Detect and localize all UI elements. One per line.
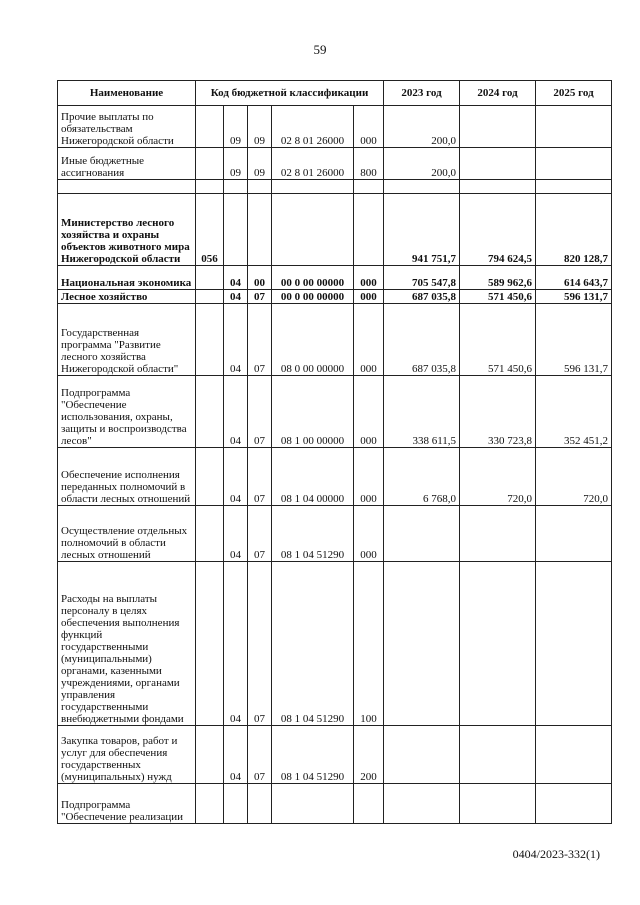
row-pr: 09 <box>248 148 272 180</box>
row-2025 <box>536 784 612 824</box>
row-2024: 571 450,6 <box>460 304 536 376</box>
row-csr: 02 8 01 26000 <box>272 106 354 148</box>
row-pr: 07 <box>248 726 272 784</box>
row-2023: 338 611,5 <box>384 376 460 448</box>
row-2024 <box>460 180 536 194</box>
row-2025 <box>536 106 612 148</box>
row-name: Государственная программа "Развитие лесного хозяйства Нижегородской области" <box>58 304 196 376</box>
row-ved: 056 <box>196 194 224 266</box>
row-pr <box>248 784 272 824</box>
row-ved <box>196 506 224 562</box>
row-rz <box>224 784 248 824</box>
row-vr <box>354 194 384 266</box>
row-csr <box>272 784 354 824</box>
row-name: Расходы на выплаты персоналу в целях обеспечения выполнения функций государственными (муниципальными) органами, казенными учреждениями, органами управления государственными внебюджетными фондами <box>58 562 196 726</box>
page-number: 59 <box>313 42 327 57</box>
row-pr: 07 <box>248 448 272 506</box>
row-pr: 07 <box>248 376 272 448</box>
row-2023: 6 768,0 <box>384 448 460 506</box>
row-rz: 09 <box>224 106 248 148</box>
row-2025 <box>536 506 612 562</box>
row-name: Национальная экономика <box>58 266 196 290</box>
row-vr: 000 <box>354 106 384 148</box>
table-row <box>58 304 612 376</box>
row-2024 <box>460 562 536 726</box>
row-ved <box>196 180 224 194</box>
row-rz: 04 <box>224 304 248 376</box>
row-csr <box>272 194 354 266</box>
row-2023: 687 035,8 <box>384 290 460 304</box>
row-name: Подпрограмма "Обеспечение использования, охраны, защиты и воспроизводства лесов" <box>58 376 196 448</box>
row-rz: 04 <box>224 726 248 784</box>
row-2023 <box>384 506 460 562</box>
row-pr: 07 <box>248 304 272 376</box>
header-2024: 2024 год <box>460 81 536 106</box>
row-vr: 000 <box>354 376 384 448</box>
row-name: Подпрограмма "Обеспечение реализации <box>58 784 196 824</box>
row-vr <box>354 784 384 824</box>
table-row <box>58 506 612 562</box>
row-vr: 000 <box>354 290 384 304</box>
row-2025 <box>536 562 612 726</box>
row-vr: 100 <box>354 562 384 726</box>
row-rz: 04 <box>224 506 248 562</box>
row-ved <box>196 106 224 148</box>
header-code: Код бюджетной классификации <box>196 81 384 106</box>
row-2024 <box>460 148 536 180</box>
row-csr: 08 0 00 00000 <box>272 304 354 376</box>
table-row <box>58 180 612 194</box>
row-2025: 820 128,7 <box>536 194 612 266</box>
row-2023 <box>384 784 460 824</box>
row-vr <box>354 180 384 194</box>
table-row <box>58 448 612 506</box>
row-rz: 04 <box>224 448 248 506</box>
row-2023: 705 547,8 <box>384 266 460 290</box>
row-csr: 00 0 00 00000 <box>272 290 354 304</box>
header-2025: 2025 год <box>536 81 612 106</box>
row-ved <box>196 266 224 290</box>
row-name: Иные бюджетные ассигнования <box>58 148 196 180</box>
row-name: Осуществление отдельных полномочий в области лесных отношений <box>58 506 196 562</box>
row-ved <box>196 290 224 304</box>
row-2024 <box>460 106 536 148</box>
row-csr: 08 1 04 51290 <box>272 506 354 562</box>
row-csr: 08 1 00 00000 <box>272 376 354 448</box>
row-2025: 614 643,7 <box>536 266 612 290</box>
row-2023: 941 751,7 <box>384 194 460 266</box>
row-ved <box>196 784 224 824</box>
row-2025: 596 131,7 <box>536 304 612 376</box>
row-2025: 720,0 <box>536 448 612 506</box>
row-2024 <box>460 784 536 824</box>
row-name: Закупка товаров, работ и услуг для обеспечения государственных (муниципальных) нужд <box>58 726 196 784</box>
row-csr: 00 0 00 00000 <box>272 266 354 290</box>
row-pr: 07 <box>248 562 272 726</box>
row-rz: 04 <box>224 266 248 290</box>
row-2024: 720,0 <box>460 448 536 506</box>
row-rz: 04 <box>224 290 248 304</box>
row-rz: 09 <box>224 148 248 180</box>
table-row <box>58 376 612 448</box>
table-row <box>58 784 612 824</box>
row-pr: 00 <box>248 266 272 290</box>
row-rz: 04 <box>224 376 248 448</box>
row-csr: 08 1 04 51290 <box>272 726 354 784</box>
row-2023 <box>384 562 460 726</box>
row-vr: 000 <box>354 506 384 562</box>
row-csr <box>272 180 354 194</box>
row-name <box>58 180 196 194</box>
footer-document-code: 0404/2023-332(1) <box>512 847 600 861</box>
row-2024: 794 624,5 <box>460 194 536 266</box>
row-2024: 330 723,8 <box>460 376 536 448</box>
table-row <box>58 562 612 726</box>
row-ved <box>196 726 224 784</box>
row-2023 <box>384 180 460 194</box>
row-name: Лесное хозяйство <box>58 290 196 304</box>
row-ved <box>196 376 224 448</box>
row-2024 <box>460 726 536 784</box>
row-ved <box>196 148 224 180</box>
table-row <box>58 106 612 148</box>
table-row <box>58 266 612 290</box>
row-2025: 352 451,2 <box>536 376 612 448</box>
row-ved <box>196 562 224 726</box>
table-row <box>58 726 612 784</box>
row-csr: 08 1 04 00000 <box>272 448 354 506</box>
row-pr: 07 <box>248 290 272 304</box>
header-name: Наименование <box>58 81 196 106</box>
budget-table <box>57 80 612 824</box>
row-2024: 589 962,6 <box>460 266 536 290</box>
row-ved <box>196 448 224 506</box>
row-2025: 596 131,7 <box>536 290 612 304</box>
row-2024: 571 450,6 <box>460 290 536 304</box>
row-2025 <box>536 726 612 784</box>
row-2023: 200,0 <box>384 148 460 180</box>
table-row <box>58 290 612 304</box>
row-pr: 09 <box>248 106 272 148</box>
row-csr: 02 8 01 26000 <box>272 148 354 180</box>
table-row <box>58 194 612 266</box>
row-rz <box>224 194 248 266</box>
row-pr: 07 <box>248 506 272 562</box>
row-2023 <box>384 726 460 784</box>
row-2023: 687 035,8 <box>384 304 460 376</box>
row-csr: 08 1 04 51290 <box>272 562 354 726</box>
row-rz <box>224 180 248 194</box>
row-vr: 000 <box>354 448 384 506</box>
row-2023: 200,0 <box>384 106 460 148</box>
row-vr: 800 <box>354 148 384 180</box>
row-pr <box>248 180 272 194</box>
row-ved <box>196 304 224 376</box>
table-row <box>58 148 612 180</box>
table-header-row <box>58 81 612 106</box>
header-2023: 2023 год <box>384 81 460 106</box>
row-name: Обеспечение исполнения переданных полномочий в области лесных отношений <box>58 448 196 506</box>
row-name: Министерство лесного хозяйства и охраны объектов животного мира Нижегородской области <box>58 194 196 266</box>
row-2024 <box>460 506 536 562</box>
row-2025 <box>536 180 612 194</box>
row-vr: 000 <box>354 266 384 290</box>
row-pr <box>248 194 272 266</box>
row-vr: 200 <box>354 726 384 784</box>
row-rz: 04 <box>224 562 248 726</box>
row-name: Прочие выплаты по обязательствам Нижегородской области <box>58 106 196 148</box>
row-2025 <box>536 148 612 180</box>
row-vr: 000 <box>354 304 384 376</box>
